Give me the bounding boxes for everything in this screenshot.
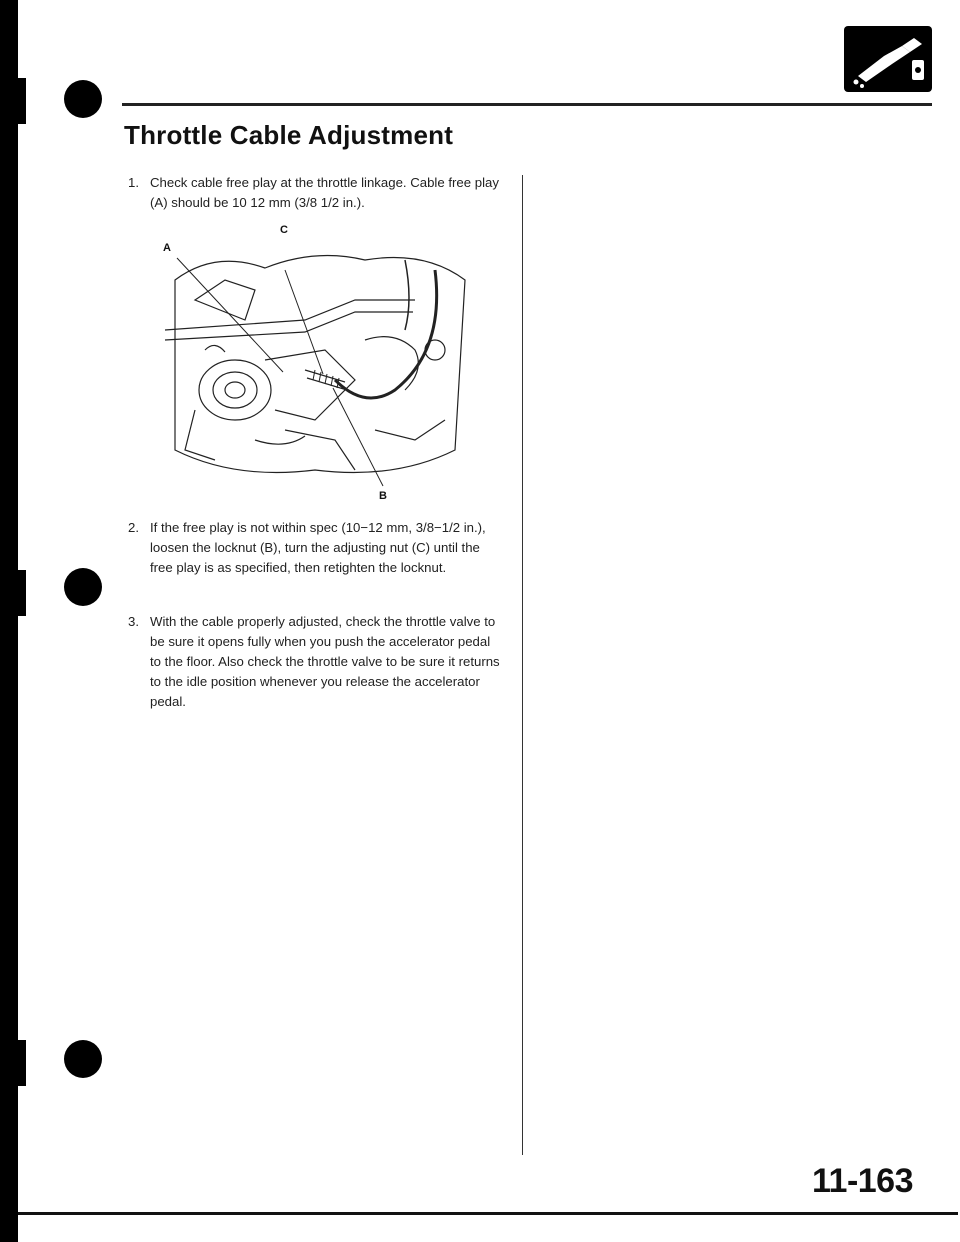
callout-label-c: C <box>280 224 288 236</box>
spine-notch <box>18 1040 26 1086</box>
margin-bullet <box>64 1040 102 1078</box>
callout-label-b: B <box>379 490 387 502</box>
step-1 <box>128 173 502 213</box>
step-2 <box>128 518 502 578</box>
step-number: 1. <box>128 175 139 190</box>
callout-label-a: A <box>163 242 171 254</box>
binding-spine <box>0 0 18 1242</box>
step-text: If the free play is not within spec (10−12 mm, 3/8−1/2 in.), loosen the locknut (B), turn the adjusting nut (C) until the free play is as specified, then retighten the locknut. <box>150 520 486 575</box>
footer-rule <box>18 1212 958 1215</box>
throttle-linkage-illustration <box>155 224 485 502</box>
step-3 <box>128 612 502 712</box>
margin-bullet <box>64 80 102 118</box>
spine-notch <box>18 78 26 124</box>
step-text: Check cable free play at the throttle linkage. Cable free play (A) should be 10 12 mm (3/8 1/2 in.). <box>150 175 499 210</box>
step-text: With the cable properly adjusted, check the throttle valve to be sure it opens fully when you push the accelerator pedal to the floor. Also check the throttle valve to be sure it returns to the idle position whenever you release the accelerator pedal. <box>150 614 500 709</box>
margin-bullet <box>64 568 102 606</box>
column-divider <box>522 175 523 1155</box>
spine-notch <box>18 570 26 616</box>
page-title: Throttle Cable Adjustment <box>124 120 454 150</box>
header-rule <box>122 103 932 106</box>
fuel-nozzle-icon <box>844 26 932 92</box>
page-number: 11-163 <box>812 1162 913 1200</box>
step-number: 2. <box>128 520 139 535</box>
step-number: 3. <box>128 614 139 629</box>
